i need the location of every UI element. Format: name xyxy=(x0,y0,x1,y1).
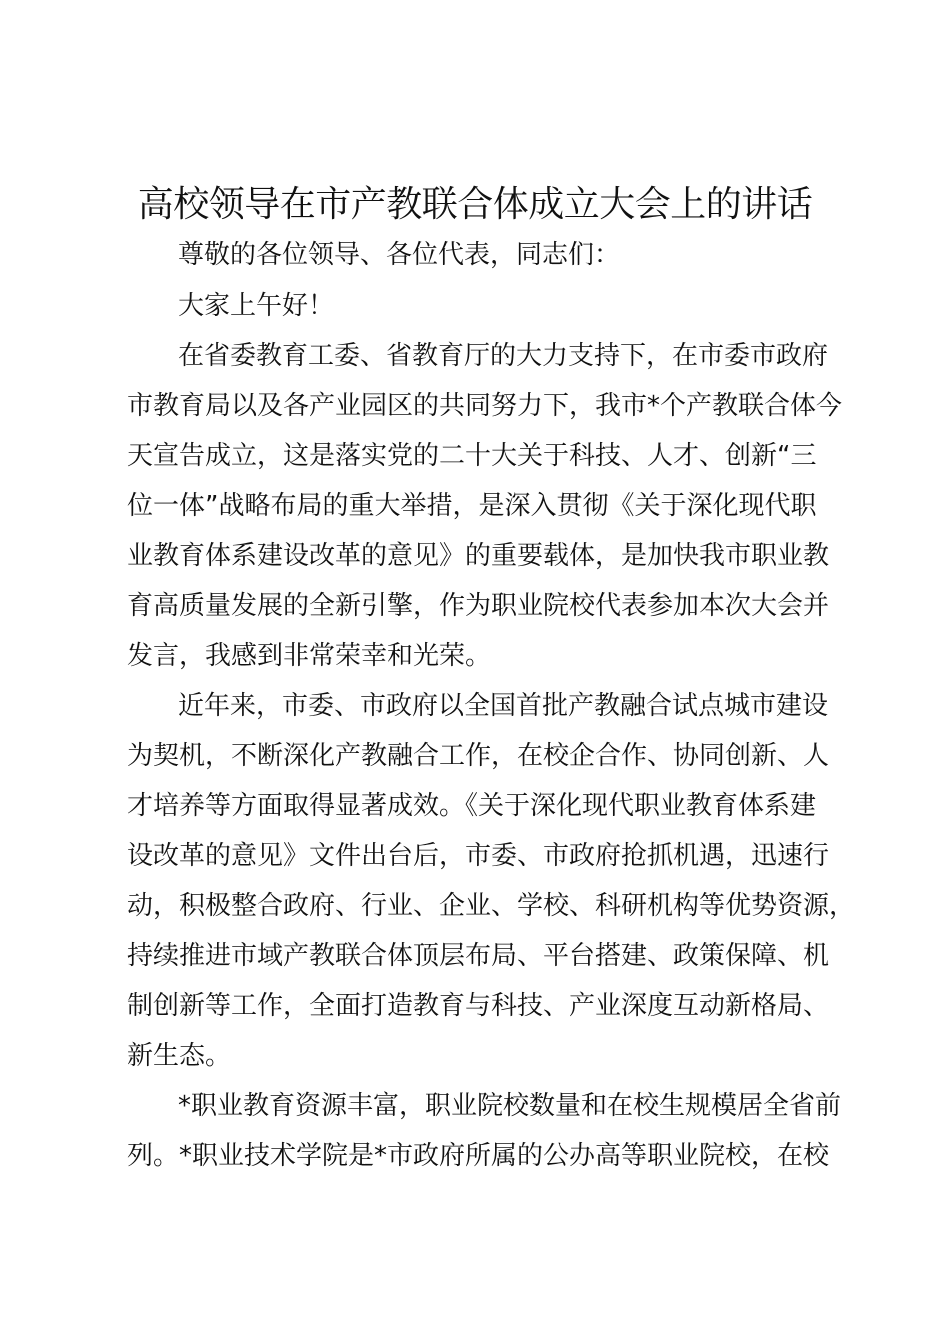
paragraph-line: 育高质量发展的全新引擎，作为职业院校代表参加本次大会并 xyxy=(127,591,830,621)
paragraph-line: 制创新等工作，全面打造教育与科技、产业深度互动新格局、 xyxy=(127,991,830,1021)
paragraph-line: 业教育体系建设改革的意见》的重要载体，是加快我市职业教 xyxy=(127,541,830,571)
paragraph-line: 在省委教育工委、省教育厅的大力支持下，在市委市政府 xyxy=(178,341,829,371)
paragraph-line: 才培养等方面取得显著成效。《关于深化现代职业教育体系建 xyxy=(127,791,817,821)
paragraph-line: 市教育局以及各产业园区的共同努力下，我市*个产教联合体今 xyxy=(127,391,843,421)
paragraph-line: 天宣告成立，这是落实党的二十大关于科技、人才、创新“三 xyxy=(127,441,817,471)
paragraph-line: 新生态。 xyxy=(127,1041,232,1071)
document-title: 高校领导在市产教联合体成立大会上的讲话 xyxy=(137,184,813,225)
paragraph-line: *职业教育资源丰富，职业院校数量和在校生规模居全省前 xyxy=(178,1091,842,1121)
paragraph-line: 近年来，市委、市政府以全国首批产教融合试点城市建设 xyxy=(178,691,829,721)
paragraph-line: 为契机，不断深化产教融合工作，在校企合作、协同创新、人 xyxy=(127,741,830,771)
paragraph-line: 设改革的意见》文件出台后，市委、市政府抢抓机遇，迅速行 xyxy=(127,841,830,871)
paragraph-line: 持续推进市域产教联合体顶层布局、平台搭建、政策保障、机 xyxy=(127,941,830,971)
greeting-line: 大家上午好！ xyxy=(178,291,335,321)
paragraph-line: 位一体”战略布局的重大举措，是深入贯彻《关于深化现代职 xyxy=(127,491,817,521)
paragraph-line: 列。*职业技术学院是*市政府所属的公办高等职业院校，在校 xyxy=(127,1141,830,1171)
paragraph-line: 发言，我感到非常荣幸和光荣。 xyxy=(127,641,492,671)
salutation-line: 尊敬的各位领导、各位代表，同志们： xyxy=(178,240,621,270)
paragraph-line: 动，积极整合政府、行业、企业、学校、科研机构等优势资源， xyxy=(127,891,856,921)
